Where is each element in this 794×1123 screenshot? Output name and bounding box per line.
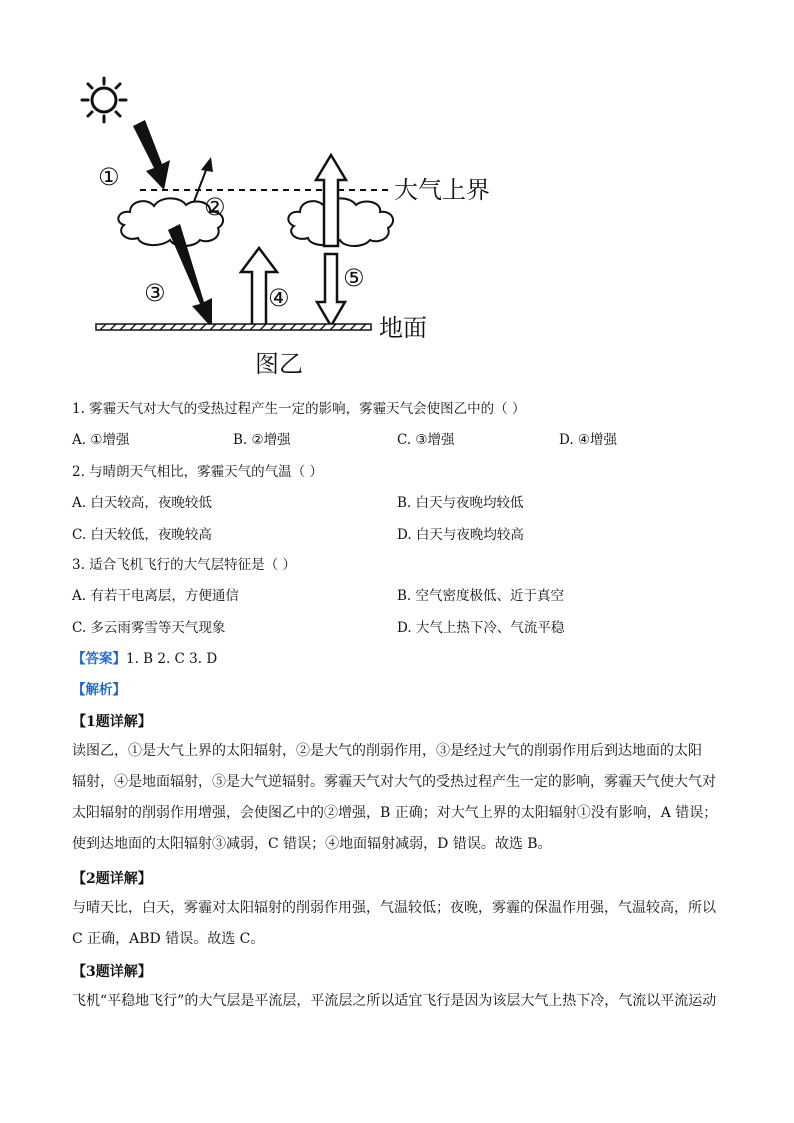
detail-1-heading: 【1题详解】 — [72, 714, 152, 730]
detail-2-heading: 【2题详解】 — [72, 871, 152, 887]
atmosphere-heating-diagram — [0, 0, 794, 400]
label-3: ③ — [144, 279, 166, 307]
question-2-option-a: A. 白天较高，夜晚较低 — [72, 495, 212, 511]
question-3-option-a: A. 有若干电离层，方便通信 — [72, 588, 239, 604]
detail-2-line-1: 与晴天比，白天，雾霾对太阳辐射的削弱作用强，气温较低；夜晚，雾霾的保温作用强，气温较高，所以 — [72, 900, 716, 916]
cloud-right — [288, 198, 393, 246]
question-3-option-d: D. 大气上热下冷、气流平稳 — [397, 620, 565, 636]
detail-2-body — [72, 893, 722, 955]
label-5: ⑤ — [343, 264, 365, 292]
detail-3-body — [72, 986, 722, 1017]
ground-label: 地面 — [379, 314, 427, 342]
answer-line — [72, 650, 217, 668]
question-1-stem: 1. 雾霾天气对大气的受热过程产生一定的影响，雾霾天气会使图乙中的（ ） — [72, 401, 526, 417]
detail-1-line-1: 读图乙，①是大气上界的太阳辐射，②是大气的削弱作用，③是经过大气的削弱作用后到达地面的太阳 — [72, 743, 702, 759]
question-2-option-b: B. 白天与夜晚均较低 — [397, 495, 524, 511]
answer-tag: 【答案】 — [72, 651, 126, 667]
solar-radiation-arrow — [133, 120, 170, 190]
question-3-stem: 3. 适合飞机飞行的大气层特征是（ ） — [72, 557, 296, 573]
ground-surface — [96, 324, 371, 330]
label-2: ② — [204, 193, 226, 221]
question-2-option-c: C. 白天较低，夜晚较高 — [72, 527, 212, 543]
question-1-option-c: C. ③增强 — [397, 432, 455, 448]
counter-radiation-arrow — [317, 254, 345, 326]
detail-3-heading: 【3题详解】 — [72, 964, 152, 980]
question-1-option-b: B. ②增强 — [233, 432, 291, 448]
question-1-option-a: A. ①增强 — [72, 432, 130, 448]
label-4: ④ — [268, 284, 290, 312]
answer-text: 1. B 2. C 3. D — [126, 651, 218, 667]
analysis-tag: 【解析】 — [72, 682, 126, 698]
figure-caption: 图乙 — [255, 350, 303, 378]
detail-1-line-4: 使到达地面的太阳辐射③减弱，C 错误；④地面辐射减弱，D 错误。故选 B。 — [72, 836, 552, 852]
label-1: ① — [98, 163, 120, 191]
question-1-option-d: D. ④增强 — [559, 432, 618, 448]
detail-3-line-1: 飞机“平稳地飞行”的大气层是平流层，平流层之所以适宜飞行是因为该层大气上热下冷，气流以平流运动 — [72, 993, 717, 1009]
detail-1-line-3: 太阳辐射的削弱作用增强，会使图乙中的②增强，B 正确；对大气上界的太阳辐射①没有影响，A 错误； — [72, 805, 718, 821]
sun-icon — [82, 78, 126, 122]
question-3-option-c: C. 多云雨雾雪等天气现象 — [72, 620, 226, 636]
detail-2-line-2: C 正确，ABD 错误。故选 C。 — [72, 931, 265, 947]
analysis-line — [72, 681, 126, 699]
question-2-option-d: D. 白天与夜晚均较高 — [397, 527, 524, 543]
upper-boundary-label: 大气上界 — [394, 176, 490, 204]
detail-1-line-2: 辐射，④是地面辐射，⑤是大气逆辐射。雾霾天气对大气的受热过程产生一定的影响，雾霾天气使大气对 — [72, 774, 716, 790]
question-2-stem: 2. 与晴朗天气相比，雾霾天气的气温（ ） — [72, 464, 323, 480]
question-3-option-b: B. 空气密度极低、近于真空 — [397, 588, 565, 604]
detail-1-body — [72, 736, 722, 860]
